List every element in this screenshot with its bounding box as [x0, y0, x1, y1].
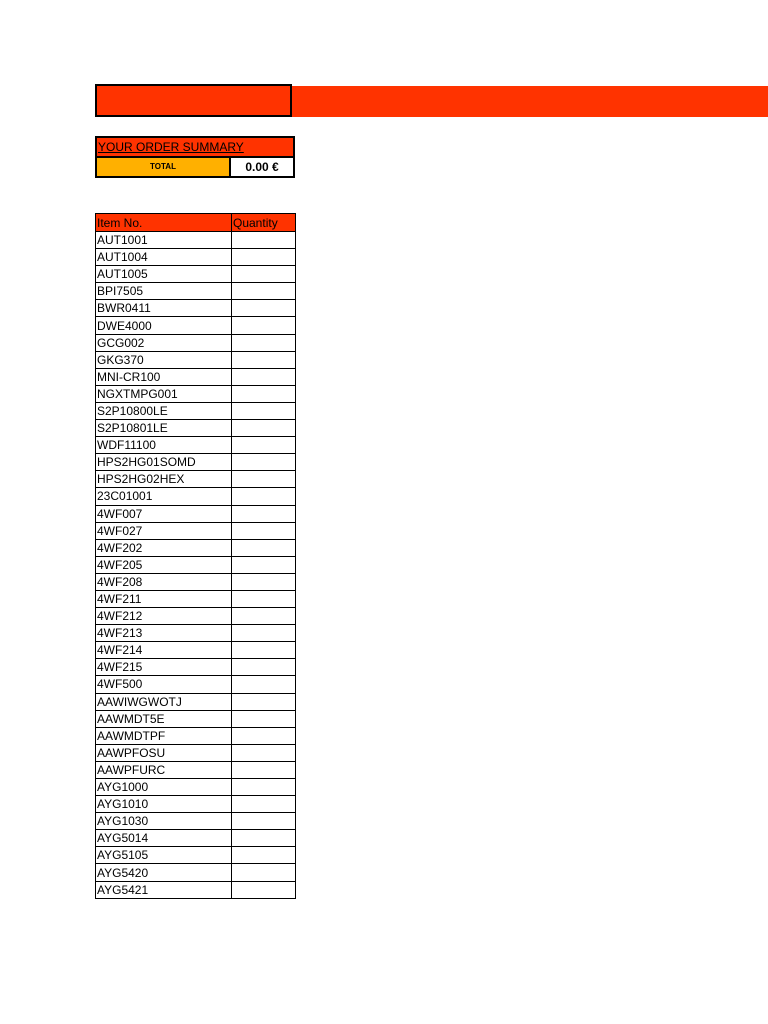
quantity-cell[interactable] — [232, 334, 296, 351]
item-number-cell: S2P10801LE — [96, 420, 232, 437]
quantity-cell[interactable] — [232, 385, 296, 402]
order-summary — [95, 136, 295, 178]
header-banner-bar — [292, 86, 768, 117]
quantity-cell[interactable] — [232, 556, 296, 573]
table-row — [96, 317, 296, 334]
item-number-cell: AYG5014 — [96, 830, 232, 847]
item-number-cell: 4WF214 — [96, 642, 232, 659]
item-number-cell: 4WF213 — [96, 625, 232, 642]
table-row — [96, 232, 296, 249]
item-number-cell: NGXTMPG001 — [96, 385, 232, 402]
table-row — [96, 488, 296, 505]
table-row — [96, 847, 296, 864]
item-number-cell: GCG002 — [96, 334, 232, 351]
quantity-cell[interactable] — [232, 420, 296, 437]
quantity-cell[interactable] — [232, 351, 296, 368]
item-number-cell: AYG5105 — [96, 847, 232, 864]
item-number-cell: AYG5421 — [96, 881, 232, 898]
item-number-cell: 4WF500 — [96, 676, 232, 693]
item-number-cell: 23C01001 — [96, 488, 232, 505]
header-banner-cell — [95, 84, 292, 117]
table-row — [96, 351, 296, 368]
quantity-cell[interactable] — [232, 796, 296, 813]
quantity-cell[interactable] — [232, 779, 296, 796]
total-row — [97, 158, 293, 176]
table-row — [96, 454, 296, 471]
quantity-cell[interactable] — [232, 744, 296, 761]
table-row — [96, 727, 296, 744]
item-number-cell: AAWPFURC — [96, 761, 232, 778]
quantity-cell[interactable] — [232, 249, 296, 266]
table-row — [96, 368, 296, 385]
quantity-cell[interactable] — [232, 232, 296, 249]
table-row — [96, 881, 296, 898]
quantity-cell[interactable] — [232, 402, 296, 419]
quantity-cell[interactable] — [232, 266, 296, 283]
quantity-cell[interactable] — [232, 590, 296, 607]
quantity-cell[interactable] — [232, 368, 296, 385]
quantity-cell[interactable] — [232, 522, 296, 539]
order-summary-title: YOUR ORDER SUMMARY — [97, 138, 293, 158]
quantity-cell[interactable] — [232, 539, 296, 556]
quantity-cell[interactable] — [232, 761, 296, 778]
quantity-cell[interactable] — [232, 642, 296, 659]
item-number-cell: AUT1001 — [96, 232, 232, 249]
table-row — [96, 830, 296, 847]
quantity-cell[interactable] — [232, 693, 296, 710]
table-row — [96, 642, 296, 659]
total-label: TOTAL — [97, 158, 231, 176]
table-row — [96, 471, 296, 488]
item-number-cell: AYG5420 — [96, 864, 232, 881]
item-number-cell: AAWMDT5E — [96, 710, 232, 727]
total-value: 0.00 € — [231, 158, 293, 176]
table-row — [96, 813, 296, 830]
quantity-cell[interactable] — [232, 881, 296, 898]
table-row — [96, 249, 296, 266]
quantity-cell[interactable] — [232, 813, 296, 830]
table-row — [96, 779, 296, 796]
item-number-cell: 4WF208 — [96, 573, 232, 590]
quantity-cell[interactable] — [232, 625, 296, 642]
table-row — [96, 693, 296, 710]
item-number-cell: 4WF007 — [96, 505, 232, 522]
quantity-cell[interactable] — [232, 505, 296, 522]
item-number-cell: 4WF212 — [96, 608, 232, 625]
table-row — [96, 300, 296, 317]
quantity-cell[interactable] — [232, 864, 296, 881]
table-row — [96, 505, 296, 522]
quantity-cell[interactable] — [232, 710, 296, 727]
item-number-cell: AYG1000 — [96, 779, 232, 796]
item-number-cell: S2P10800LE — [96, 402, 232, 419]
table-row — [96, 420, 296, 437]
item-number-cell: DWE4000 — [96, 317, 232, 334]
item-number-cell: AYG1010 — [96, 796, 232, 813]
table-row — [96, 676, 296, 693]
item-number-cell: AUT1004 — [96, 249, 232, 266]
item-number-cell: MNI-CR100 — [96, 368, 232, 385]
table-row — [96, 608, 296, 625]
table-row — [96, 710, 296, 727]
quantity-cell[interactable] — [232, 608, 296, 625]
table-row — [96, 573, 296, 590]
quantity-cell[interactable] — [232, 283, 296, 300]
table-row — [96, 659, 296, 676]
item-number-cell: 4WF027 — [96, 522, 232, 539]
quantity-cell[interactable] — [232, 317, 296, 334]
quantity-cell[interactable] — [232, 454, 296, 471]
quantity-cell[interactable] — [232, 727, 296, 744]
item-number-cell: 4WF215 — [96, 659, 232, 676]
quantity-header: Quantity — [232, 214, 296, 232]
item-no-header: Item No. — [96, 214, 232, 232]
table-row — [96, 437, 296, 454]
table-row — [96, 556, 296, 573]
quantity-cell[interactable] — [232, 300, 296, 317]
quantity-cell[interactable] — [232, 847, 296, 864]
item-number-cell: AUT1005 — [96, 266, 232, 283]
quantity-cell[interactable] — [232, 437, 296, 454]
table-row — [96, 625, 296, 642]
table-row — [96, 796, 296, 813]
quantity-cell[interactable] — [232, 830, 296, 847]
table-row — [96, 539, 296, 556]
item-number-cell: AAWIWGWOTJ — [96, 693, 232, 710]
item-number-cell: 4WF202 — [96, 539, 232, 556]
item-number-cell: 4WF211 — [96, 590, 232, 607]
quantity-cell[interactable] — [232, 676, 296, 693]
items-table — [95, 213, 296, 899]
quantity-cell[interactable] — [232, 488, 296, 505]
item-number-cell: HPS2HG02HEX — [96, 471, 232, 488]
item-number-cell: BWR0411 — [96, 300, 232, 317]
table-row — [96, 385, 296, 402]
table-row — [96, 283, 296, 300]
item-number-cell: 4WF205 — [96, 556, 232, 573]
quantity-cell[interactable] — [232, 659, 296, 676]
items-body — [96, 232, 296, 899]
quantity-cell[interactable] — [232, 471, 296, 488]
item-number-cell: HPS2HG01SOMD — [96, 454, 232, 471]
item-number-cell: GKG370 — [96, 351, 232, 368]
table-row — [96, 402, 296, 419]
table-header-row — [96, 214, 296, 232]
item-number-cell: AAWMDTPF — [96, 727, 232, 744]
item-number-cell: AAWPFOSU — [96, 744, 232, 761]
table-row — [96, 334, 296, 351]
item-number-cell: AYG1030 — [96, 813, 232, 830]
table-row — [96, 522, 296, 539]
table-row — [96, 761, 296, 778]
table-row — [96, 266, 296, 283]
item-number-cell: BPI7505 — [96, 283, 232, 300]
quantity-cell[interactable] — [232, 573, 296, 590]
item-number-cell: WDF11100 — [96, 437, 232, 454]
table-row — [96, 590, 296, 607]
table-row — [96, 864, 296, 881]
table-row — [96, 744, 296, 761]
